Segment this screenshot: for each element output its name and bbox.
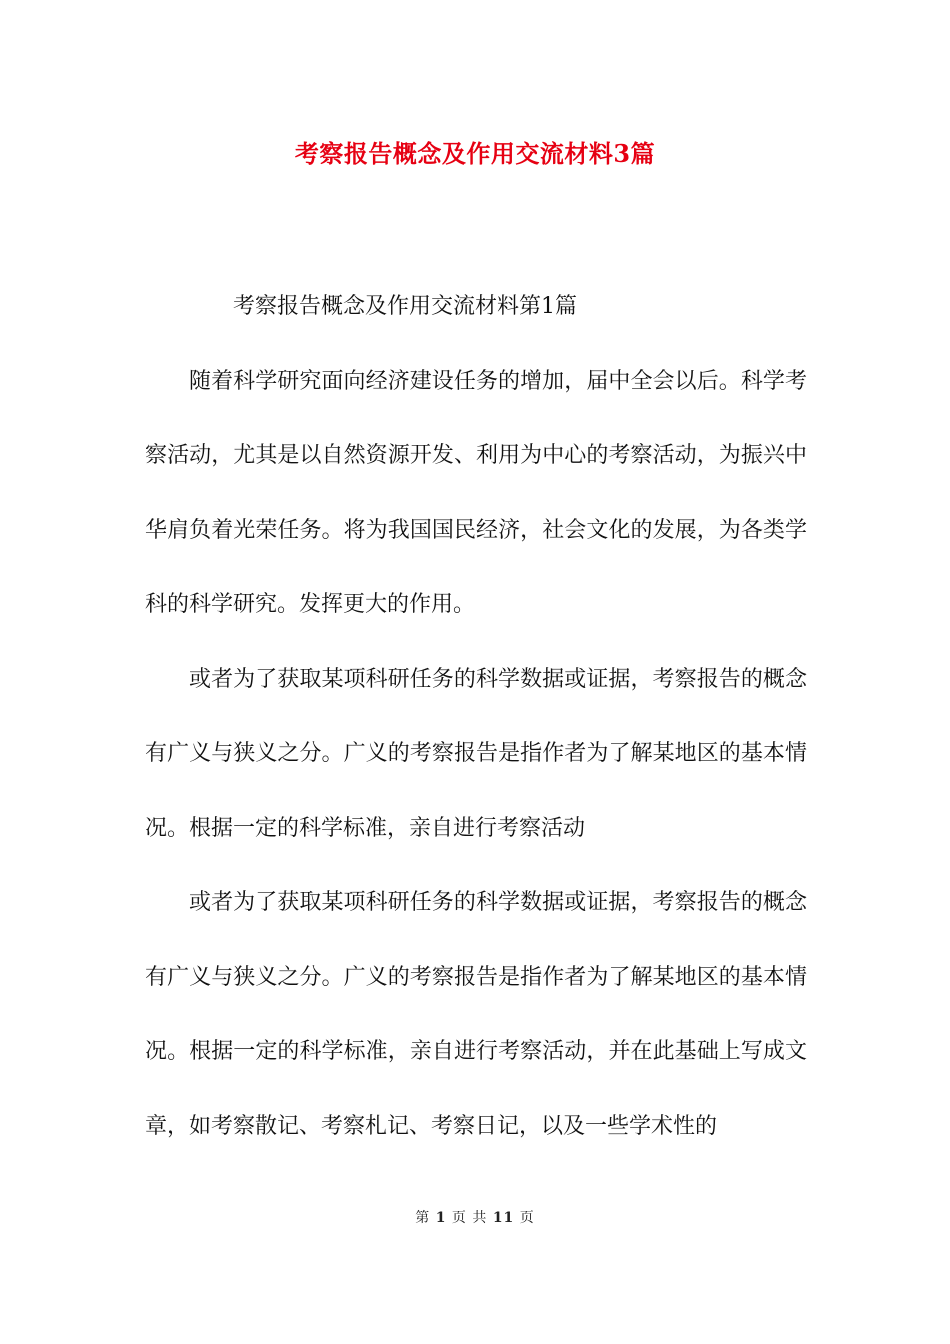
paragraph-1: 随着科学研究面向经济建设任务的增加，届中全会以后。科学考察活动，尤其是以自然资源开发、利用为中心的考察活动，为振兴中华肩负着光荣任务。将为我国国民经济，社会文化的发展，为各类学科的科学研究。发挥更大的作用。 bbox=[145, 368, 807, 617]
page-middle: 页 共 bbox=[451, 1210, 488, 1226]
page-prefix: 第 bbox=[415, 1210, 431, 1226]
page-suffix: 页 bbox=[519, 1210, 535, 1226]
paragraph-2: 或者为了获取某项科研任务的科学数据或证据，考察报告的概念有广义与狭义之分。广义的考察报告是指作者为了解某地区的基本情况。根据一定的科学标准，亲自进行考察活动 bbox=[145, 666, 807, 841]
page-current: 1 bbox=[435, 1210, 447, 1226]
page-footer bbox=[0, 1207, 950, 1227]
document-body bbox=[145, 270, 807, 1164]
document-title: 考察报告概念及作用交流材料3篇 bbox=[294, 139, 656, 168]
paragraph-3: 或者为了获取某项科研任务的科学数据或证据，考察报告的概念有广义与狭义之分。广义的考察报告是指作者为了解某地区的基本情况。根据一定的科学标准，亲自进行考察活动，并在此基础上写成文章，如考察散记、考察札记、考察日记，以及一些学术性的 bbox=[145, 890, 807, 1139]
page-total: 11 bbox=[492, 1210, 515, 1226]
section-subtitle: 考察报告概念及作用交流材料第1篇 bbox=[233, 294, 577, 319]
